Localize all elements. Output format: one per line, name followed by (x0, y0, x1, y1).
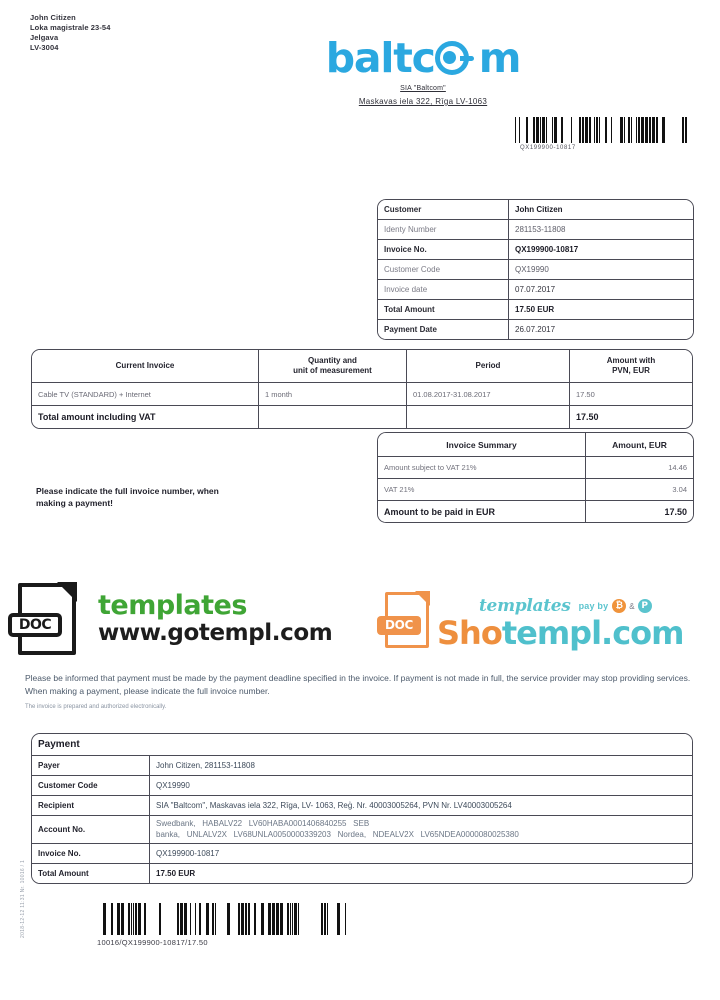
disclaimer-paragraph: Please be informed that payment must be made by the payment deadline specified in the invoice. If payment is not made in full, the service provider may stop providing services. When making a payment, please indicate the full invoice number. (25, 673, 691, 696)
barcode-bottom-icon (95, 903, 347, 935)
barcode-top-icon (515, 117, 690, 143)
header-amount-line1: Amount with (606, 356, 656, 365)
payment-title: Payment (32, 734, 692, 756)
payment-notice (36, 485, 336, 509)
summary-amount: 3.04 (586, 479, 694, 501)
doc-file-icon (18, 583, 76, 655)
summary-header-left: Invoice Summary (378, 433, 586, 457)
account-numbers-label: Account No. (32, 816, 150, 844)
invoice-cell-amount: 17.50 (570, 383, 693, 406)
company-legal-name: SIA "Baltcom" (400, 85, 446, 92)
invoice-header-row (32, 350, 692, 383)
table-row (32, 796, 692, 816)
invoice-total-amount: 17.50 (570, 406, 693, 429)
customer-field-key: Customer (378, 200, 509, 220)
barcode-top-label: QX199900-10817 (520, 145, 576, 151)
invoice-cell-quantity: 1 month (259, 383, 407, 406)
table-row (32, 776, 692, 796)
customer-field-value: QX199900-10817 (509, 240, 694, 260)
header-quantity-line1: Quantity and (308, 356, 357, 365)
watermark-gotempl (18, 583, 332, 655)
barcode-bottom-label: 10016/QX199900-10817/17.50 (97, 938, 208, 947)
payment-field-key: Total Amount (32, 864, 150, 884)
payment-field-value: 17.50 EUR (150, 864, 693, 884)
recipient-city: Jelgava (30, 33, 59, 42)
watermark-gotempl-text (98, 592, 332, 646)
customer-field-value: John Citizen (509, 200, 694, 220)
payment-field-value: QX19990 (150, 776, 693, 796)
payment-field-value: John Citizen, 281153-11808 (150, 756, 693, 776)
watermark-shotempl-brand (437, 614, 684, 652)
header-description: Current Invoice (32, 350, 259, 383)
logo-text-first: baltc (325, 34, 435, 82)
table-row (32, 383, 692, 406)
current-invoice-table (31, 349, 693, 429)
watermark-shotempl-tagline (479, 596, 683, 616)
bottom-barcode-block (95, 903, 347, 947)
doc-file-icon-orange (385, 592, 429, 648)
summary-label: Amount subject to VAT 21% (378, 457, 586, 479)
payment-field-key: Invoice No. (32, 844, 150, 864)
recipient-name: John Citizen (30, 13, 76, 22)
summary-header-row (378, 433, 693, 457)
header-period: Period (407, 350, 570, 383)
header-amount (570, 350, 693, 383)
doc-icon-label: DOC (8, 613, 62, 637)
top-barcode-block (515, 117, 690, 151)
table-row (378, 320, 693, 340)
customer-field-key: Total Amount (378, 300, 509, 320)
payment-notice-line1: Please indicate the full invoice number, when (36, 486, 219, 496)
doc-icon-orange-label: DOC (377, 616, 421, 635)
account-numbers-value: Swedbank, HABALV22 LV60HABA0001406840255 SEB banka, UNLALV2X LV68UNLA0050000339203 Nordea, NDEALV2X LV65NDEA0000080025380 (150, 816, 693, 844)
table-row (378, 280, 693, 300)
payment-field-key: Payer (32, 756, 150, 776)
summary-total-label: Amount to be paid in EUR (378, 501, 586, 523)
invoice-cell-period: 01.08.2017-31.08.2017 (407, 383, 570, 406)
watermark-templ-part: templ.com (501, 614, 684, 652)
watermark-templates-word: templates (98, 590, 247, 621)
table-row (378, 260, 693, 280)
company-logo-area (318, 36, 528, 106)
table-row (378, 457, 693, 479)
payment-title-row (32, 734, 692, 756)
invoice-total-period-blank (407, 406, 570, 429)
watermark-sho-part: Sho (437, 614, 502, 652)
invoice-cell-description: Cable TV (STANDARD) + Internet (32, 383, 259, 406)
disclaimer-small-note: The invoice is prepared and authorized electronically. (25, 704, 167, 710)
side-print-stamp: 2018-12-12 11:31 Nr. 10016 / 1 (20, 859, 26, 938)
header-amount-line2: PVN, EUR (612, 366, 650, 375)
header-quantity-line2: unit of measurement (293, 366, 372, 375)
company-address: Maskavas iela 322, Rīga LV-1063 (358, 97, 488, 106)
payment-field-key: Recipient (32, 796, 150, 816)
payment-field-value: QX199900-10817 (150, 844, 693, 864)
watermark-shotempl-text (437, 596, 683, 650)
logo-text-last: m (478, 34, 521, 82)
recipient-address-block (30, 13, 110, 53)
customer-details-table (377, 199, 694, 340)
bitcoin-badge-icon: ₿ (612, 599, 626, 613)
header-quantity (259, 350, 407, 383)
recipient-postcode: LV-3004 (30, 43, 59, 52)
table-row (32, 756, 692, 776)
recipient-street: Loka magistrale 23-54 (30, 23, 111, 32)
customer-field-value: 07.07.2017 (509, 280, 694, 300)
table-row (378, 240, 693, 260)
watermark-shotempl (385, 592, 683, 650)
customer-field-value: QX19990 (509, 260, 694, 280)
table-row (378, 220, 693, 240)
customer-field-key: Invoice No. (378, 240, 509, 260)
summary-total-row (378, 501, 693, 523)
invoice-total-qty-blank (259, 406, 407, 429)
payment-details-table (31, 733, 693, 884)
customer-field-value: 281153-11808 (509, 220, 694, 240)
customer-field-key: Identy Number (378, 220, 509, 240)
table-row (32, 844, 692, 864)
payment-field-value: SIA "Baltcom", Maskavas iela 322, Rīga, LV- 1063, Reģ. Nr. 40003005264, PVN Nr. LV40003005264 (150, 796, 693, 816)
customer-field-value: 17.50 EUR (509, 300, 694, 320)
summary-amount: 14.46 (586, 457, 694, 479)
customer-field-key: Payment Date (378, 320, 509, 340)
invoice-total-label: Total amount including VAT (32, 406, 259, 429)
summary-total-amount: 17.50 (586, 501, 694, 523)
invoice-summary-table (377, 432, 694, 523)
summary-label: VAT 21% (378, 479, 586, 501)
payment-field-key: Customer Code (32, 776, 150, 796)
watermark-pay-by-label: pay by (578, 601, 609, 611)
logo-eye-icon (435, 41, 469, 75)
table-row (32, 864, 692, 884)
summary-header-right: Amount, EUR (586, 433, 694, 457)
customer-field-key: Customer Code (378, 260, 509, 280)
watermark-gotempl-url: www.gotempl.com (98, 620, 333, 646)
customer-field-value: 26.07.2017 (509, 320, 694, 340)
account-numbers-row (32, 816, 692, 844)
table-row (378, 200, 693, 220)
customer-field-key: Invoice date (378, 280, 509, 300)
invoice-total-row (32, 406, 692, 429)
badge-ampersand: & (629, 601, 635, 611)
baltcom-logo (318, 36, 528, 80)
watermark-templates-script: templates (479, 596, 571, 616)
table-row (378, 300, 693, 320)
table-row (378, 479, 693, 501)
payment-notice-line2: making a payment! (36, 498, 113, 508)
paypal-badge-icon: P (638, 599, 652, 613)
